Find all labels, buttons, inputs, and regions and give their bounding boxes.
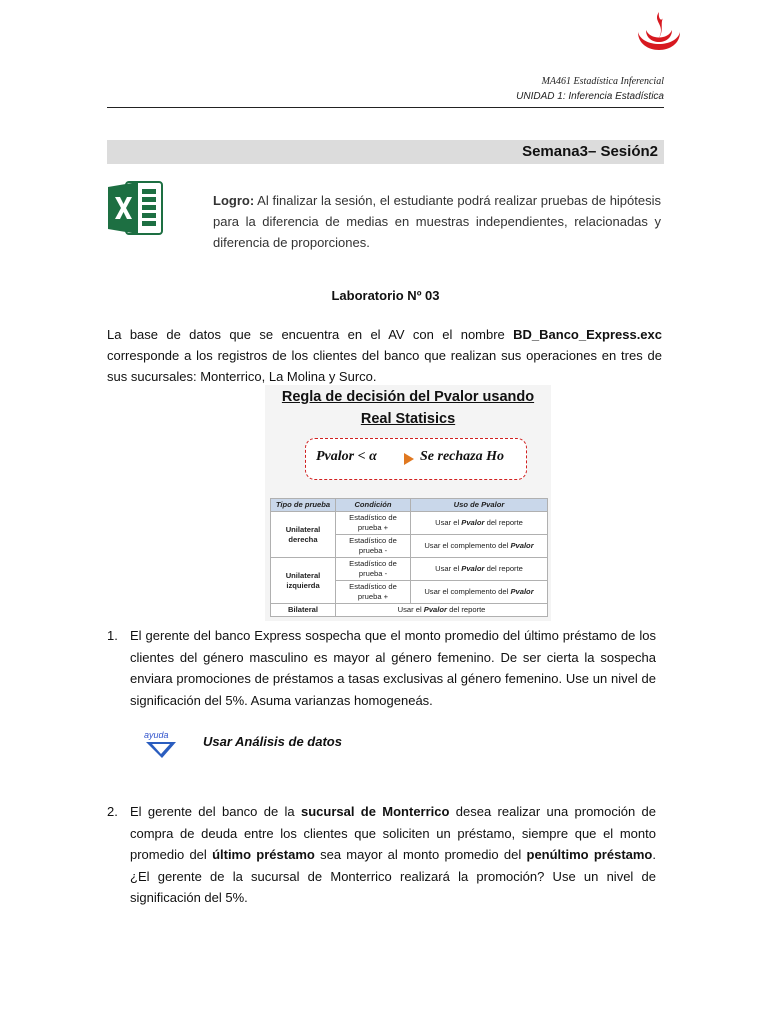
condition-cell: Estadístico de prueba - xyxy=(336,535,411,558)
header-divider xyxy=(107,107,664,108)
formula-condition: Pvalor < α xyxy=(316,449,377,464)
session-title: Semana3– Sesión2 xyxy=(522,143,658,160)
excel-icon xyxy=(108,180,164,236)
usage-cell: Usar el Pvalor del reporte xyxy=(411,512,548,535)
question-1-text: El gerente del banco Express sospecha que el monto promedio del último préstamo de los clientes del género masculino es mayor al género femenino. De ser cierta la sospecha enviara promociones de préstamos a tasas exclusivas al género femenino. Use un nivel de significación del 5%. Asuma varianzas homogeneás. xyxy=(130,628,656,708)
lab-title: Laboratorio Nº 03 xyxy=(331,288,440,303)
logro-text: Al finalizar la sesión, el estudiante podrá realizar pruebas de hipótesis para la diferencia de medias en muestras independientes, relacionadas y diferencia de proporciones. xyxy=(213,193,661,250)
condition-cell: Estadístico de prueba + xyxy=(336,512,411,535)
table-header: Condición xyxy=(336,499,411,512)
intro-paragraph xyxy=(107,324,662,387)
usage-cell: Usar el complemento del Pvalor xyxy=(411,535,548,558)
course-code: MA461 xyxy=(541,76,572,87)
usage-cell: Usar el complemento del Pvalor xyxy=(411,581,548,604)
help-icon xyxy=(140,728,182,760)
usage-cell: Usar el Pvalor del reporte xyxy=(411,558,548,581)
figure-title-line1: Regla de decisión del Pvalor usando xyxy=(281,389,535,405)
table-row xyxy=(271,604,548,617)
question-number: 2. xyxy=(107,804,118,819)
help-icon-text: ayuda xyxy=(144,730,169,740)
condition-cell: Estadístico de prueba + xyxy=(336,581,411,604)
decision-table xyxy=(270,498,548,617)
table-row xyxy=(271,558,548,581)
decision-rule-figure xyxy=(265,385,551,621)
formula-result: Se rechaza Ho xyxy=(420,449,504,464)
intro-part1: La base de datos que se encuentra en el AV con el nombre xyxy=(107,327,514,342)
condition-cell: Estadístico de prueba - xyxy=(336,558,411,581)
help-label: Usar Análisis de datos xyxy=(203,734,342,749)
figure-title-line2: Real Statisics xyxy=(360,411,456,427)
learning-objective xyxy=(213,190,661,253)
table-header-row xyxy=(271,499,548,512)
question-number: 1. xyxy=(107,628,118,643)
decision-formula xyxy=(305,438,527,480)
logro-label: Logro: xyxy=(213,193,255,208)
course-name: Estadística Inferencial xyxy=(573,76,664,87)
usage-cell: Usar el Pvalor del reporte xyxy=(336,604,548,617)
university-logo-icon xyxy=(630,10,688,68)
table-header: Uso de Pvalor xyxy=(411,499,548,512)
question-2-text: El gerente del banco de la sucursal de Monterrico desea realizar una promoción de compra de deuda entre los clientes que soliciten un préstamo, siempre que el monto promedio del último préstamo sea mayor al monto promedio del penúltimo préstamo. ¿El gerente de la sucursal de Monterrico realizará la promoción? Use un nivel de significación del 5%. xyxy=(130,804,657,905)
last-loan: último préstamo xyxy=(212,847,315,862)
test-type-cell: Unilateral derecha xyxy=(271,512,336,558)
session-banner xyxy=(107,140,664,164)
table-row xyxy=(271,512,548,535)
dataset-filename: BD_Banco_Express.exc xyxy=(513,327,662,342)
unit-header: UNIDAD 1: Inferencia Estadística xyxy=(516,91,664,102)
arrow-right-icon xyxy=(402,451,416,467)
intro-part2: corresponde a los registros de los clientes del banco que realizan sus operaciones en tres de sus sucursales: Monterrico, La Molina y Surco. xyxy=(107,348,662,384)
test-type-cell: Bilateral xyxy=(271,604,336,617)
penultimate-loan: penúltimo préstamo xyxy=(526,847,653,862)
test-type-cell: Unilateral izquierda xyxy=(271,558,336,604)
branch-name: sucursal de Monterrico xyxy=(300,804,450,819)
course-header xyxy=(542,74,664,89)
table-header: Tipo de prueba xyxy=(271,499,336,512)
